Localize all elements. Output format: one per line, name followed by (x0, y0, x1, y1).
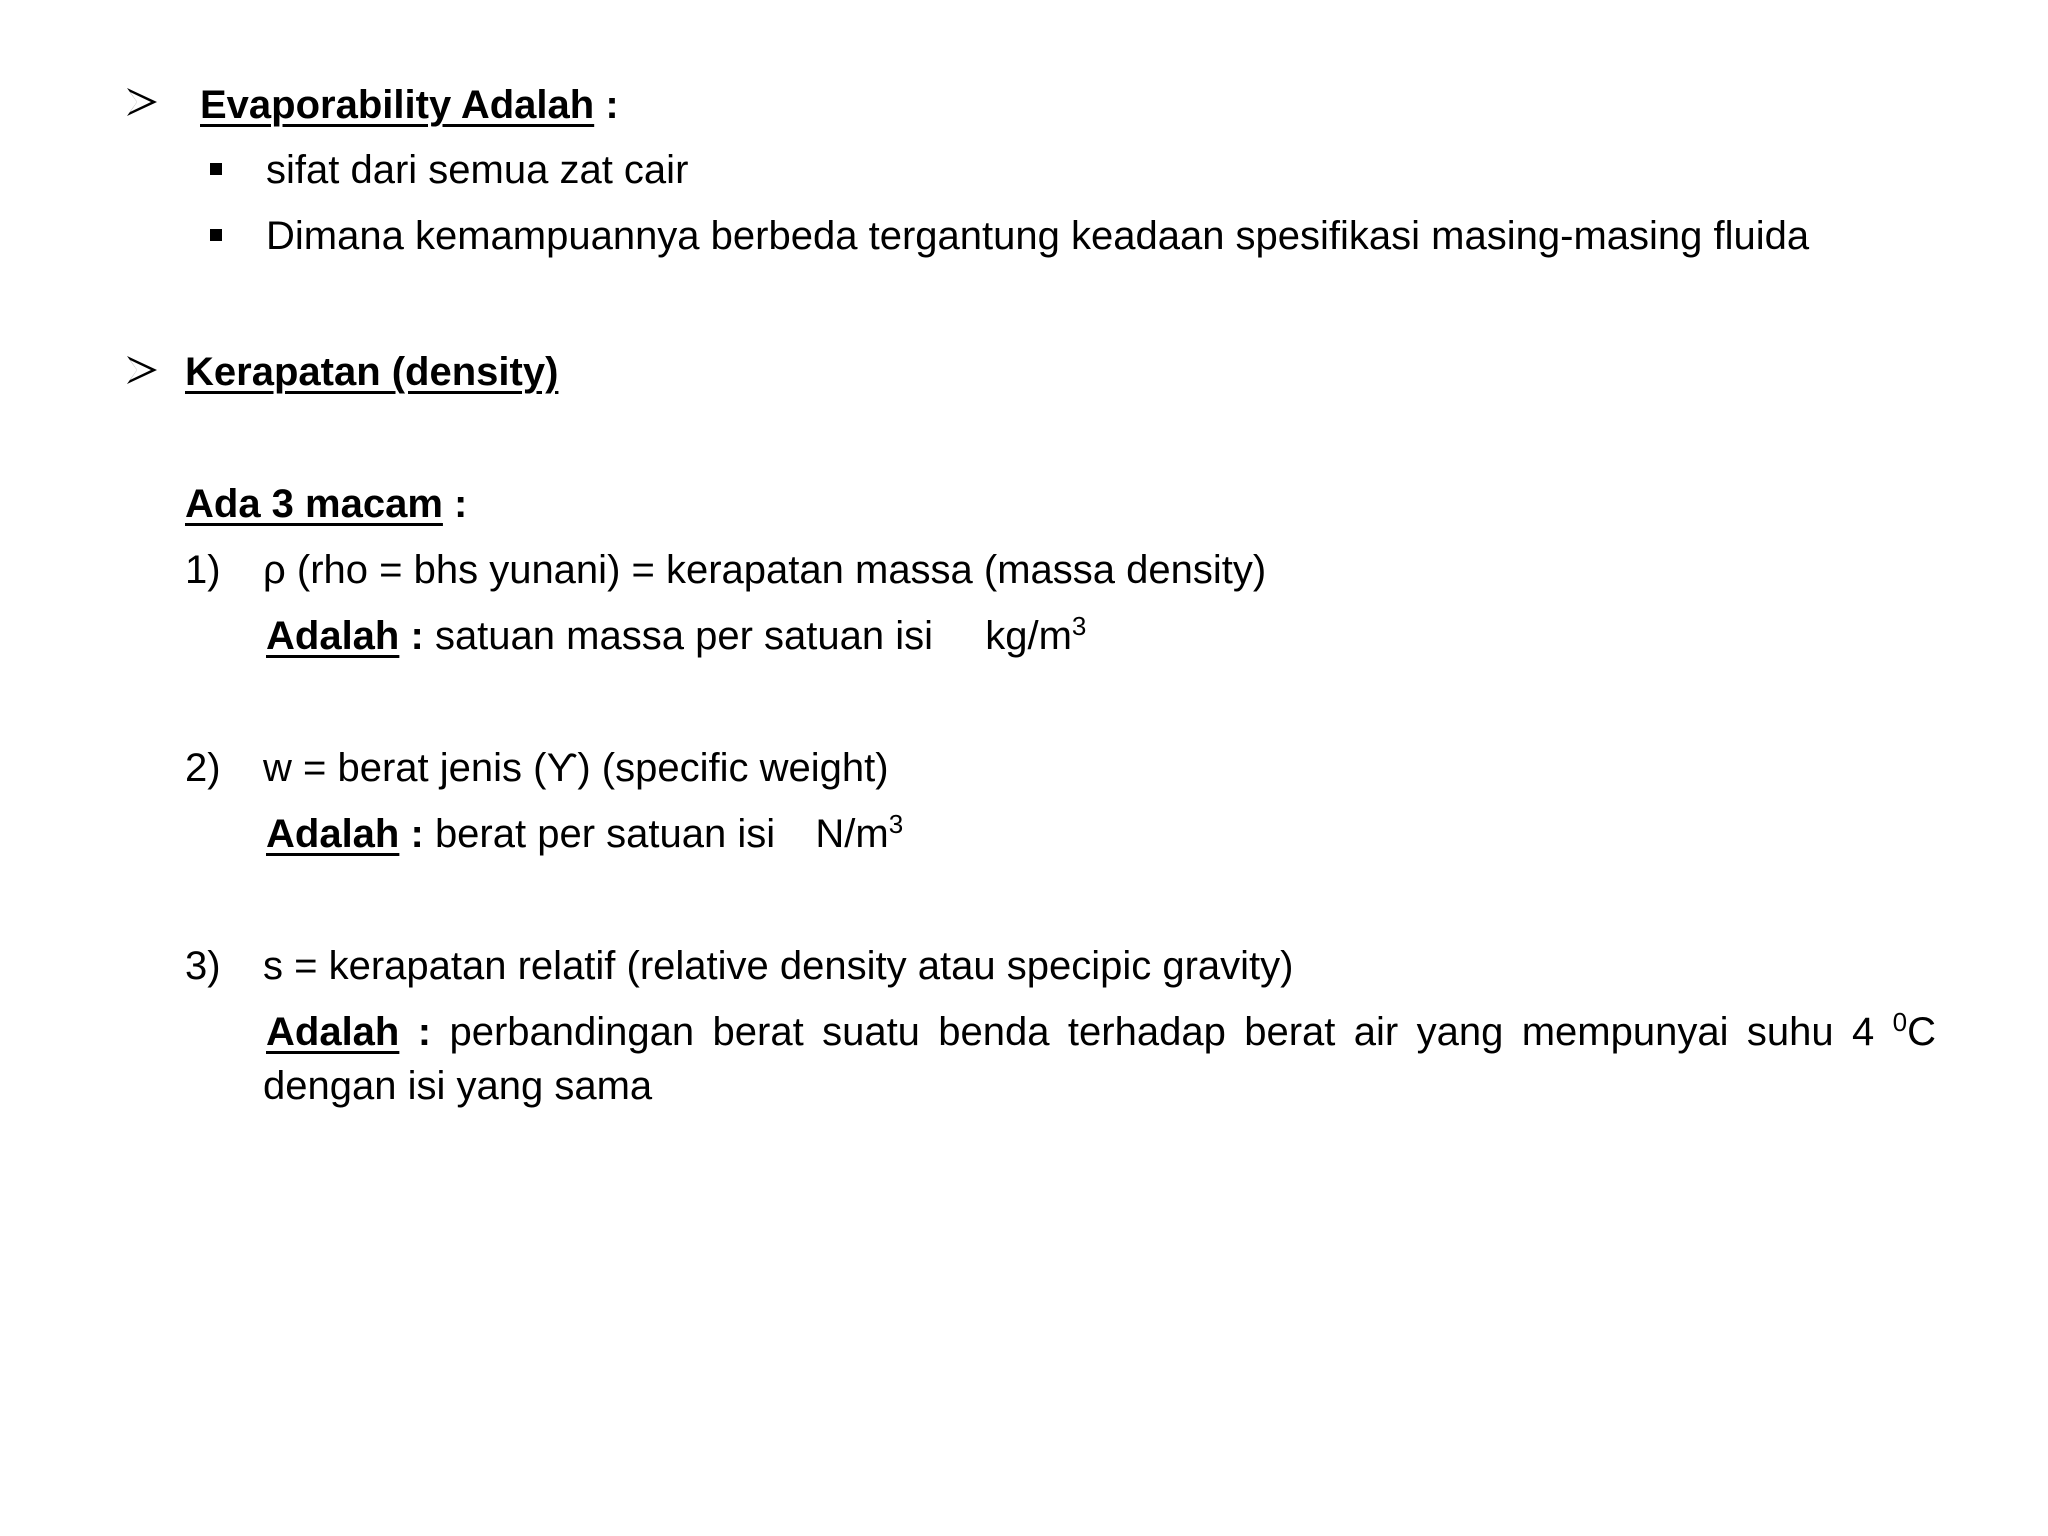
section1-bullet-2: Dimana kemampuannya berbeda tergantung keadaan spesifikasi masing-masing fluida (266, 214, 1810, 258)
definition-text: berat per satuan isi (434, 812, 776, 856)
item-definition (266, 611, 1087, 658)
item-text: ρ (rho = bhs yunani) = kerapatan massa (massa density) (263, 548, 1267, 592)
definition-label: Adalah (266, 1010, 400, 1054)
item-number: 3) (185, 944, 221, 988)
section2-subheading-line (185, 484, 467, 524)
arrow-bullet-icon (125, 354, 159, 386)
definition-colon: : (410, 614, 424, 658)
section2-subheading: Ada 3 macam (185, 482, 443, 526)
section2-heading: Kerapatan (density) (185, 350, 559, 394)
item-definition (266, 1007, 1936, 1054)
unit-exponent: 3 (888, 809, 904, 839)
unit: $kg/m^3$ (985, 611, 1087, 658)
square-bullet-icon (210, 163, 222, 175)
definition-colon: : (410, 812, 424, 856)
section1-heading-colon: : (605, 83, 619, 127)
definition-text: satuan massa per satuan isi (434, 614, 933, 658)
item-number: 1) (185, 548, 221, 592)
unit: $N/m^3$ (815, 809, 904, 856)
temperature: $^0$C (1892, 1007, 1936, 1054)
definition-colon: : (417, 1010, 432, 1054)
item-number: 2) (185, 746, 221, 790)
unit-exponent: 3 (1071, 611, 1087, 641)
section1-heading-line (200, 85, 619, 125)
item-text: w = berat jenis (ϒ) (specific weight) (263, 746, 889, 790)
section2-subheading-colon: : (454, 482, 468, 526)
temperature-degree: 0 (1892, 1007, 1908, 1037)
item-definition (266, 809, 904, 856)
definition-text-continued: dengan isi yang sama (263, 1064, 653, 1108)
section1-heading: Evaporability Adalah (200, 83, 595, 127)
definition-text: perbandingan berat suatu benda terhadap berat air yang mempunyai suhu 4 (449, 1010, 1875, 1054)
section1-bullet-1: sifat dari semua zat cair (266, 148, 689, 192)
definition-label: Adalah (266, 614, 400, 658)
arrow-bullet-icon (125, 86, 159, 118)
square-bullet-icon (210, 229, 222, 241)
definition-label: Adalah (266, 812, 400, 856)
item-text: s = kerapatan relatif (relative density atau specipic gravity) (263, 944, 1294, 988)
